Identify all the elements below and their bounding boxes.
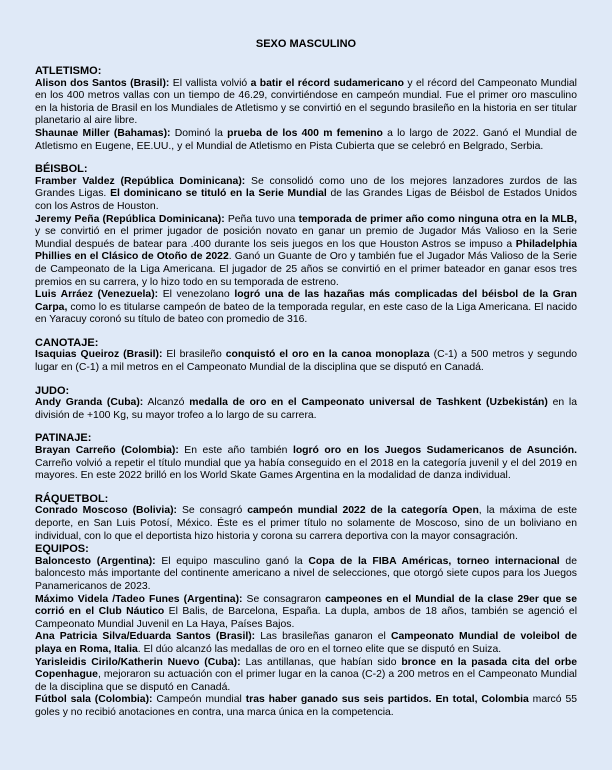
body-text: Carreño volvió a repetir el título mundial que ya había conseguido en el 2018 en la categoría juvenil y el del 2019 en mayores. En este 2022 brilló en los World Skate Games Argentina en la modalidad de danza individual. [35, 457, 577, 482]
body-text: . El dúo alcanzó las medallas de oro en el torneo elite que se disputó en Suiza. [137, 643, 502, 655]
body-text: en la división de +100 Kg, su mayor trofeo a lo largo de su carrera. [35, 397, 577, 421]
bold-text: Andy Granda (Cuba): [35, 397, 144, 409]
body-text: El brasileño [162, 349, 226, 361]
body-text: El vallista volvió [169, 77, 251, 89]
bold-text: logró una de las hazañas más complicadas del béisbol de la Gran Carpa, [35, 289, 577, 313]
body-text: y se convirtió en el primer jugador de posición novato en ganar un premio de Jugador Más Valioso en la Serie Mundial después de batear para .400 durante los seis juegos en los que Houston Astros se impuso a [35, 226, 577, 250]
body-text: Alcanzó [143, 397, 190, 409]
entry-paragraph [35, 289, 577, 327]
bold-text: Yarisleidis Cirilo/Katherin Nuevo (Cuba): [35, 656, 241, 668]
bold-text: Framber Valdez (República Dominicana): [35, 175, 246, 187]
bold-text: Alison dos Santos (Brasil): [35, 77, 170, 89]
bold-text: El dominicano se tituló en la Serie Mundial [110, 188, 327, 200]
section-heading: BÉISBOL: [35, 163, 88, 176]
section-ráquetbol [35, 493, 577, 543]
entry-paragraph [35, 657, 577, 695]
entry-paragraph [35, 556, 577, 594]
entry-paragraph [35, 128, 577, 153]
bold-text: tras haber ganado sus seis partidos. En total, Colombia [245, 694, 529, 706]
section-canotaje [35, 337, 577, 375]
body-text: El equipo masculino ganó la [155, 555, 309, 567]
bold-text: Fútbol sala (Colombia): [35, 694, 153, 706]
body-text: de las Grandes Ligas de Béisbol de Estados Unidos con los Astros de Houston. [35, 188, 577, 212]
body-text: Se consolidó como uno de los mejores lanzadores zurdos de las Grandes Ligas. [35, 175, 577, 200]
section-heading: JUDO: [35, 384, 70, 397]
bold-text: Conrado Moscoso (Bolivia): [35, 505, 178, 517]
section-heading: EQUIPOS: [35, 543, 89, 556]
entry-paragraph [35, 78, 577, 128]
bold-text: Baloncesto (Argentina): [35, 555, 156, 567]
sections-container [35, 65, 577, 720]
bold-text: temporada de primer año como ninguna otra en la MLB, [298, 213, 578, 225]
body-text: de baloncesto más importante del continente americano a nivel de selecciones, que otorgó siete cupos para los Juegos Panamericanos de 2023. [35, 555, 577, 592]
body-text: Las brasileñas ganaron el [255, 631, 391, 643]
body-text: Dominó la [170, 127, 228, 139]
bold-text: Luis Arráez (Venezuela): [35, 289, 159, 301]
body-text: como lo es titularse campeón de bateo de la temporada regular, en este caso de la Liga Americana. El nacido en Yaracuy coronó su título de bateo con promedio de 316. [35, 301, 577, 326]
body-text: Las antillanas, que habían sido [240, 656, 402, 668]
entry-paragraph [35, 214, 577, 290]
bold-text: Philadelphia Phillies en el Clásico de Otoño de 2022 [35, 238, 577, 263]
bold-text: Copa de la FIBA Américas, torneo internacional [308, 555, 560, 567]
body-text: En este año también [178, 445, 293, 457]
section-heading: RÁQUETBOL: [35, 492, 109, 505]
page-title: SEXO MASCULINO [255, 38, 357, 50]
entry-paragraph [35, 631, 577, 656]
body-text: . Ganó un Guante de Oro y también fue el Jugador Más Valioso de la Serie de Campeonato de la Liga Americana. El jugador de 25 años se convirtió en el primer bateador en ganar esos tres premios en su carrera, y lo hizo todo en su temporada de estreno. [35, 251, 578, 288]
bold-text: campeones en el Mundial de la clase 29er que se corrió en el Club Náutico [35, 593, 577, 618]
body-text: , la máxima de este deporte, en San Luis Potosí, México. Éste es el primer título no solamente de Moscoso, sino de un boliviano en individual, con lo que el deportista hizo historia y corona su carrera deportiva con la mayor consagración. [35, 505, 577, 542]
bold-text: conquistó el oro en la canoa monoplaza [225, 349, 430, 361]
bold-text: Jeremy Peña (República Dominicana): [35, 213, 225, 225]
body-text: Se consagró [177, 505, 248, 517]
body-text: y el récord del Campeonato Mundial en los 400 metros vallas con un tiempo de 46.29, convirtiéndose en campeón mundial. Fue el primer oro masculino en la historia de Brasil en los Mundiales de Atletismo y se convirtió en el segundo brasileño en la historia en ser titular planetario al aire libre. [35, 77, 577, 127]
entry-paragraph [35, 176, 577, 214]
body-text: a lo largo de 2022. Ganó el Mundial de Atletismo en Eugene, EE.UU., y el Mundial de Atletismo en Pista Cubierta que se celebró en Belgrado, Serbia. [35, 127, 577, 152]
entry-paragraph [35, 694, 577, 719]
bold-text: medalla de oro en el Campeonato universal de Tashkent (Uzbekistán) [189, 397, 548, 409]
section-heading: ATLETISMO: [35, 65, 102, 77]
entry-paragraph [35, 505, 577, 543]
section-heading: PATINAJE: [35, 432, 92, 445]
entry-paragraph [35, 594, 577, 632]
body-text: El Balis, de Barcelona, España. La dupla, ambos de 18 años, también se agenció el Campeonato Mundial Juvenil en La Haya, Países Bajos. [35, 606, 577, 630]
section-béisbol [35, 163, 577, 327]
body-text: El venezolano [158, 289, 235, 301]
body-text: marcó 55 goles y no recibió anotaciones en contra, una marca única en la competencia. [35, 694, 578, 718]
section-judo [35, 385, 577, 423]
body-text: (C-1) a 500 metros y segundo lugar en (C-1) a mil metros en el Campeonato Mundial de la disciplina que se disputó en Canadá. [35, 349, 578, 374]
bold-text: a batir el récord sudamericano [250, 77, 404, 89]
bold-text: Ana Patricia Silva/Eduarda Santos (Brasil): [35, 631, 256, 643]
entry-paragraph [35, 349, 577, 374]
body-text: , mejoraron su actuación con el primer lugar en la canoa (C-2) a 200 metros en el Campeonato Mundial de la disciplina que se disputó en Canadá. [35, 669, 577, 693]
bold-text: Campeonato Mundial de voleibol de playa en Roma, Italia [35, 631, 577, 655]
section-patinaje [35, 432, 577, 482]
section-heading: CANOTAJE: [35, 336, 99, 349]
bold-text: Brayan Carreño (Colombia): [35, 445, 179, 457]
bold-text: logró oro en los Juegos Sudamericanos de Asunción. [292, 445, 577, 457]
body-text: Se consagraron [242, 593, 326, 605]
bold-text: Isaquias Queiroz (Brasil): [35, 349, 163, 361]
section-equipos [35, 543, 577, 719]
entry-paragraph [35, 445, 577, 483]
bold-text: prueba de los 400 m femenino [227, 127, 383, 139]
body-text: Campeón mundial [152, 694, 246, 706]
bold-text: campeón mundial 2022 de la categoría Open [247, 505, 479, 517]
entry-paragraph [35, 397, 577, 422]
section-atletismo [35, 65, 577, 153]
bold-text: bronce en la pasada cita del orbe Copenhague [35, 656, 577, 681]
body-text: Peña tuvo una [224, 213, 299, 225]
bold-text: Shaunae Miller (Bahamas): [35, 127, 171, 139]
bold-text: Máximo Videla /Tadeo Funes (Argentina): [35, 593, 243, 605]
